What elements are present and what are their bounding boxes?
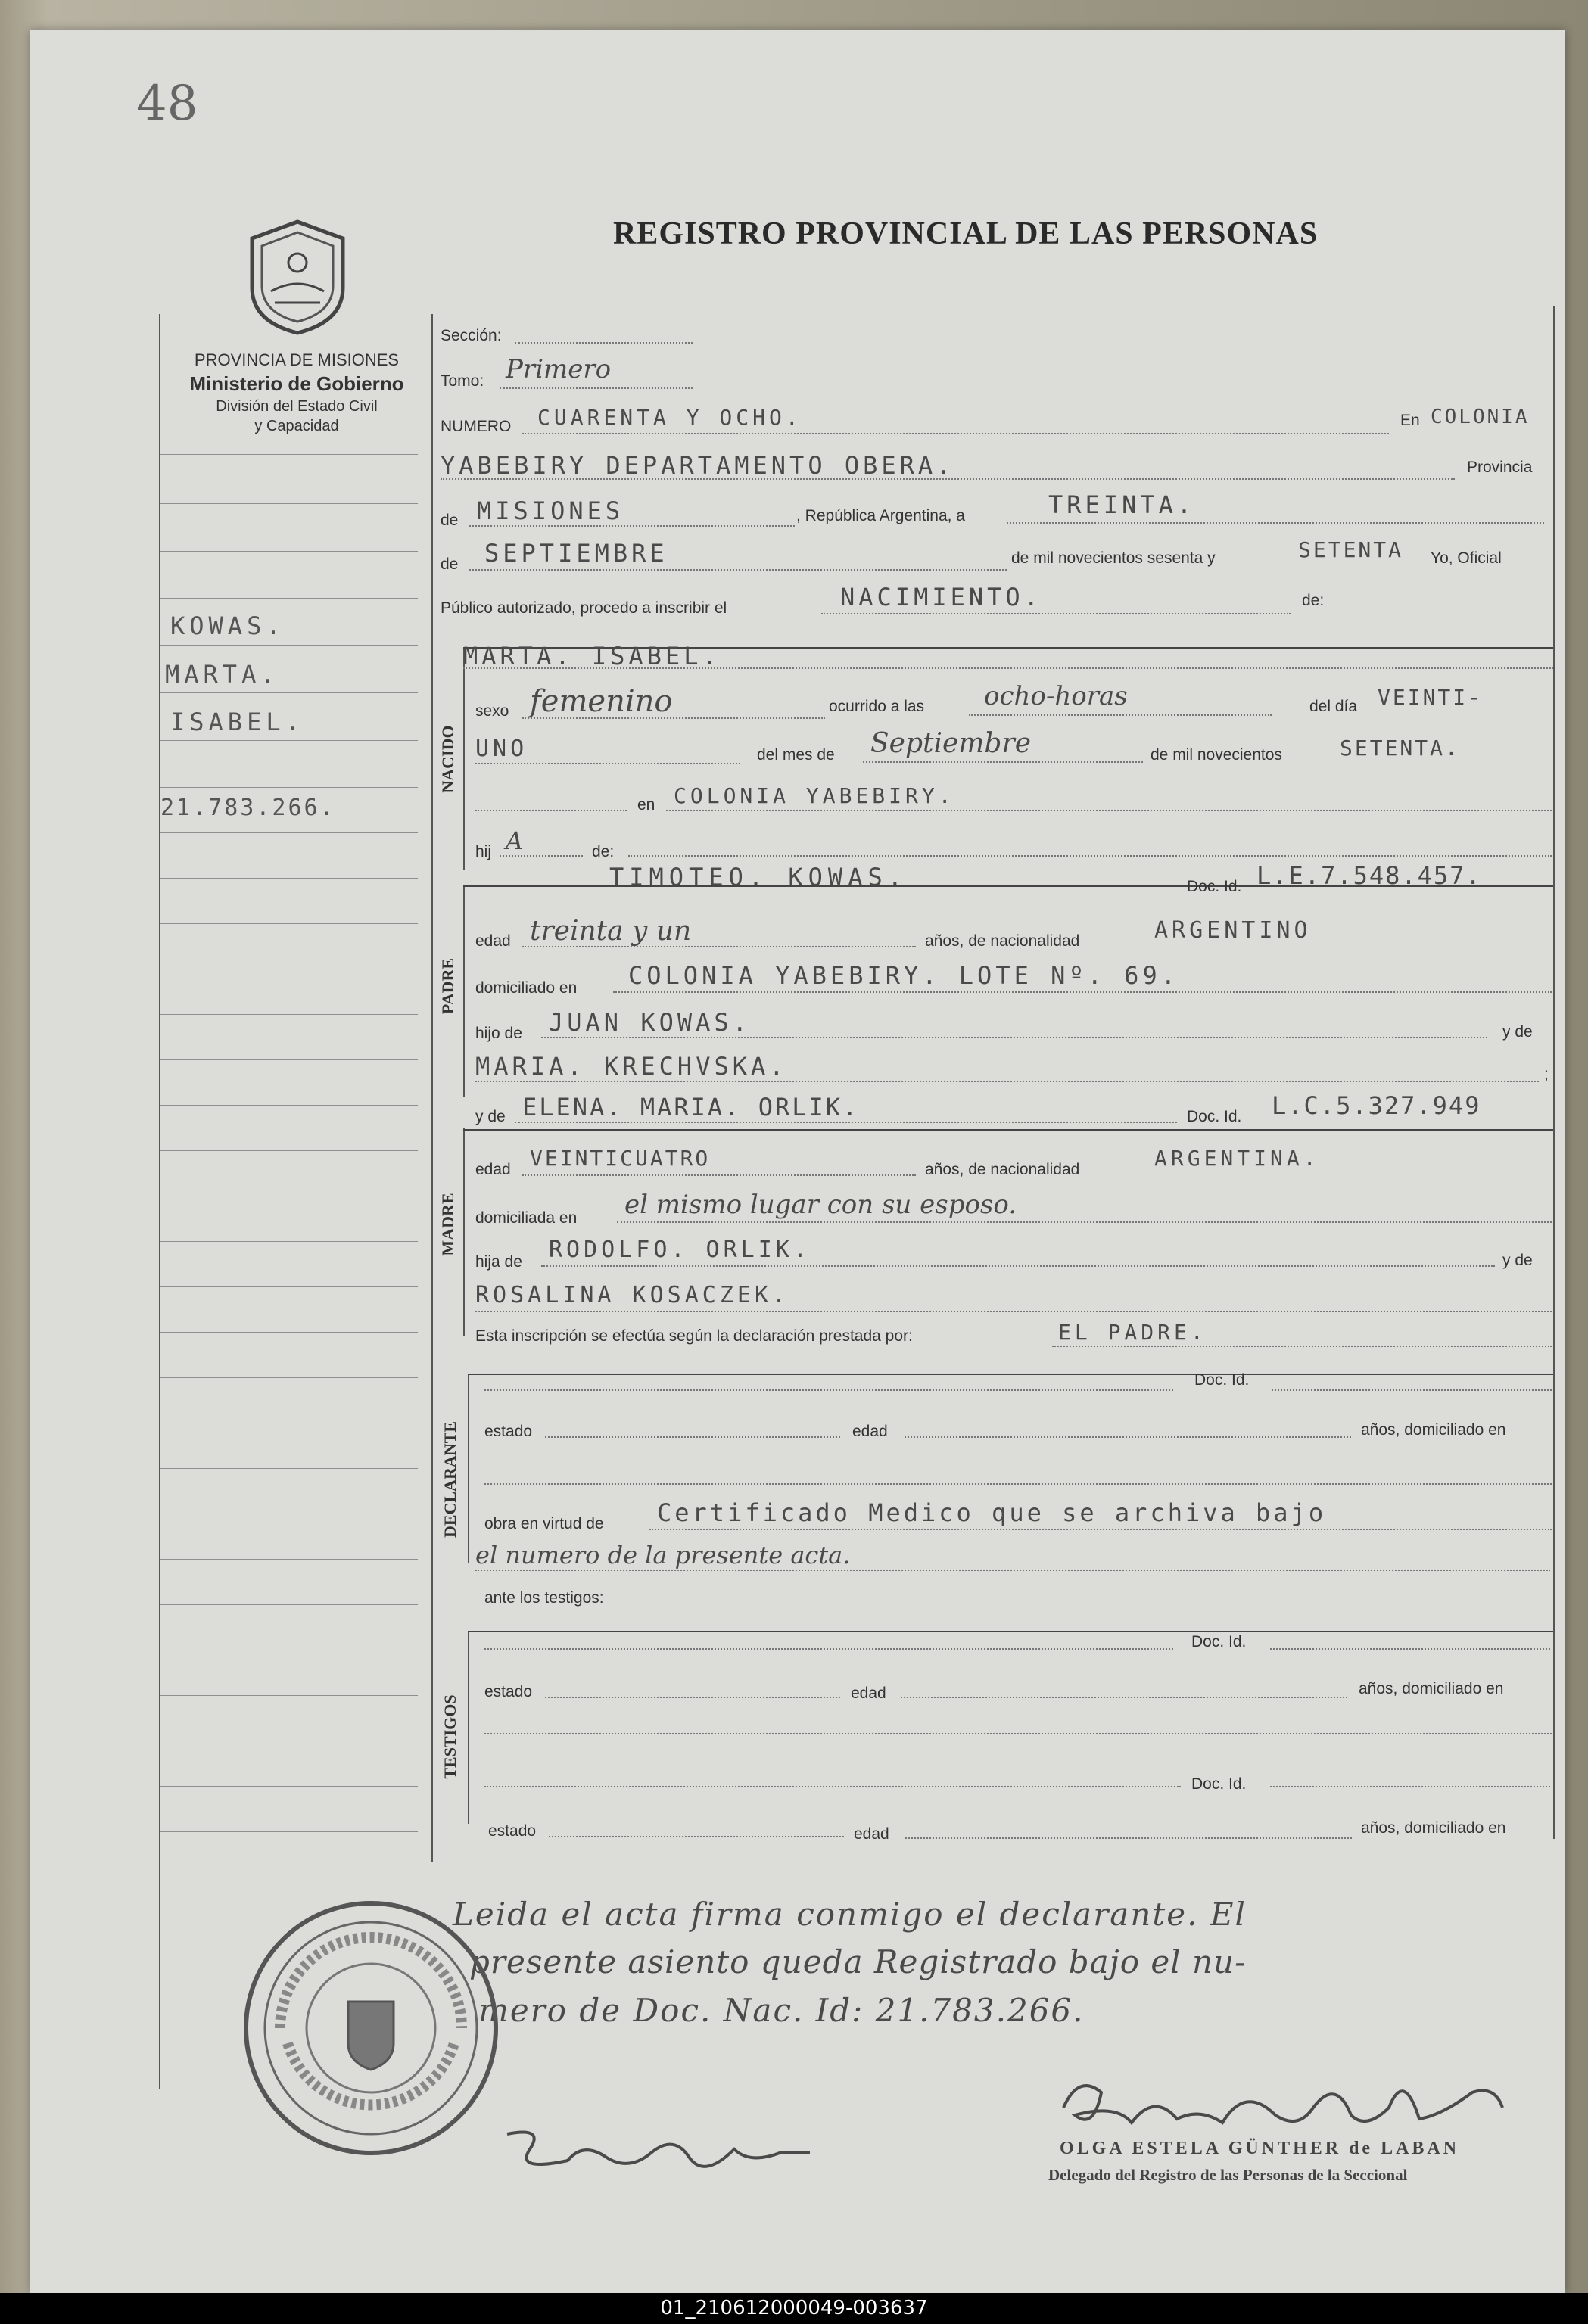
padre-nac-value: ARGENTINO [1154,917,1312,944]
official-signature [1048,2062,1518,2145]
republica-label: , República Argentina, a [796,507,965,524]
margin-surname: KOWAS. [170,611,285,640]
yo-label: Yo, Oficial [1431,549,1502,567]
padre-yde-label: y de [1502,1023,1533,1041]
declarante-doc-label: Doc. Id. [1194,1371,1250,1389]
ocurrido-label: ocurrido a las [829,698,925,715]
nacido-side-label: NACIDO [438,725,457,793]
madre-side-label: MADRE [438,1193,457,1256]
day-value: TREINTA. [1048,490,1196,519]
testigo1-doc-label: Doc. Id. [1191,1633,1247,1650]
province-name: PROVINCIA DE MISIONES [194,350,400,369]
margin-left-rule [159,314,160,2089]
tomo-value: Primero [506,354,612,384]
madre-nac-value: ARGENTINA. [1154,1146,1320,1171]
publico-label: Público autorizado, procedo a inscribir el [441,599,727,617]
testigo2-anios-label: años, domiciliado en [1361,1819,1506,1837]
sexo-value: femenino [530,684,673,719]
padre-dom-label: domiciliado en [475,979,578,997]
madre-dom-value: el mismo lugar con su esposo. [624,1190,1017,1220]
padre-rule [463,885,465,1097]
margin-name-2: ISABEL. [170,708,304,736]
margin-name-1: MARTA. [165,660,280,689]
place-value: YABEBIRY DEPARTAMENTO OBERA. [441,451,955,480]
month-value: SEPTIEMBRE [484,539,668,568]
padre-hijo-value: JUAN KOWAS. [549,1008,751,1037]
margin-right-rule [431,314,433,1862]
dia-value: VEINTI- [1378,685,1484,710]
mil-nacido-label: de mil novecientos [1151,746,1282,764]
seccion-label: Sección: [441,327,502,344]
nacido-rule [463,647,465,870]
testigo2-doc-label: Doc. Id. [1191,1775,1247,1793]
padre-edad-label: edad [475,932,511,950]
padre-side-label: PADRE [438,957,457,1015]
hij-label: hij [475,843,492,860]
nacido-name: MARTA. ISABEL. [463,642,721,670]
closing-line-2: presente asiento queda Registrado bajo el nu- [469,1943,1247,1980]
official-name: OLGA ESTELA GÜNTHER de LABAN [1060,2139,1460,2158]
page-title: REGISTRO PROVINCIAL DE LAS PERSONAS [613,216,1319,251]
padre-nac-label: años, de nacionalidad [925,932,1080,950]
madre-edad-label: edad [475,1161,511,1178]
sexo-label: sexo [475,702,509,720]
testigo1-edad-label: edad [851,1685,886,1702]
madre-hija-value: RODOLFO. ORLIK. [549,1237,811,1263]
provincia-value: MISIONES [477,496,624,525]
testigos-rule [468,1631,469,1824]
de-colon-label: de: [1302,592,1325,609]
ministry-block [156,350,437,436]
madre-edad-value: VEINTICUATRO [530,1146,711,1171]
delmes-label: del mes de [757,746,835,764]
madre-yde-label: y de [475,1108,506,1125]
madre-dom-label: domiciliada en [475,1209,578,1227]
madre-rule [463,1128,465,1336]
declarant-signature [500,2119,817,2179]
en-label: En [1400,412,1420,429]
closing-line-3: mero de Doc. Nac. Id: 21.783.266. [478,1992,1085,2029]
testigo2-estado-label: estado [488,1822,537,1840]
image-caption: 01_210612000049-003637 [0,2293,1588,2324]
folio-number: 48 [136,76,198,132]
declarante-anios-label: años, domiciliado en [1361,1421,1506,1439]
tomo-label: Tomo: [441,372,484,390]
ministry-name: Ministerio de Gobierno [189,372,404,395]
inscripcion-value: EL PADRE. [1058,1320,1207,1345]
declarante-side-label: DECLARANTE [441,1420,459,1538]
division-line-2: y Capacidad [254,418,339,435]
declarante-edad-label: edad [852,1423,888,1440]
padre-dom-value: COLONIA YABEBIRY. LOTE Nº. 69. [628,961,1179,990]
mil-label: de mil novecientos sesenta y [1011,549,1216,567]
padre-name: TIMOTEO. KOWAS. [609,863,908,891]
testigos-side-label: TESTIGOS [441,1694,459,1779]
declarante-rule [468,1374,469,1563]
provincia-label: Provincia [1467,459,1533,476]
anio-value: SETENTA. [1340,736,1460,761]
testigo1-estado-label: estado [484,1683,533,1700]
division-line-1: División del Estado Civil [216,398,378,415]
madre-doc-value: L.C.5.327.949 [1272,1091,1481,1120]
act-value: NACIMIENTO. [840,583,1042,611]
testigo2-edad-label: edad [854,1825,889,1843]
official-stamp [235,1892,507,2164]
numero-label: NUMERO [441,418,512,435]
madre-hija-label: hija de [475,1253,522,1271]
de-hij-label: de: [592,843,615,860]
padre-doc-label: Doc. Id. [1187,878,1242,895]
de-label-2: de [441,555,459,573]
de-label: de [441,512,459,529]
en-value: COLONIA [1431,406,1530,428]
padre-madre-value: MARIA. KRECHVSKA. [475,1052,788,1081]
testigos-intro-label: ante los testigos: [484,1589,604,1607]
year-value: SETENTA [1298,537,1404,562]
hij-value: A [506,826,524,855]
dia-value-2: UNO [475,736,528,762]
hora-value: ocho-horas [984,681,1128,711]
official-title: Delegado del Registro de las Personas de la Seccional [1048,2166,1408,2184]
obra-value: Certificado Medico que se archiva bajo [657,1498,1327,1527]
en-nacido-label: en [637,796,655,814]
numero-value: CUARENTA Y OCHO. [537,405,802,430]
testigo1-anios-label: años, domiciliado en [1359,1680,1504,1697]
madre-name: ELENA. MARIA. ORLIK. [522,1093,860,1122]
declarante-estado-label: estado [484,1423,533,1440]
margin-doc: 21.783.266. [160,795,336,821]
madre-nac-label: años, de nacionalidad [925,1161,1080,1178]
deldia-label: del día [1309,698,1358,715]
madre-doc-label: Doc. Id. [1187,1108,1242,1125]
inscripcion-label: Esta inscripción se efectúa según la declaración prestada por: [475,1327,913,1345]
padre-doc-value: L.E.7.548.457. [1256,861,1482,890]
lugar-value: COLONIA YABEBIRY. [674,783,955,808]
padre-semicolon: ; [1544,1066,1549,1083]
madre-yde2-label: y de [1502,1252,1533,1269]
closing-line-1: Leida el acta firma conmigo el declarante. El [453,1896,1247,1933]
mes-value: Septiembre [870,728,1031,759]
padre-hijo-label: hijo de [475,1025,522,1042]
form-right-rule [1553,306,1555,1839]
provincial-seal-icon [241,216,354,337]
padre-edad-value: treinta y un [530,916,692,947]
madre-abuela-value: ROSALINA KOSACZEK. [475,1282,790,1308]
obra-value-2: el numero de la presente acta. [475,1541,851,1570]
obra-label: obra en virtud de [484,1515,604,1532]
